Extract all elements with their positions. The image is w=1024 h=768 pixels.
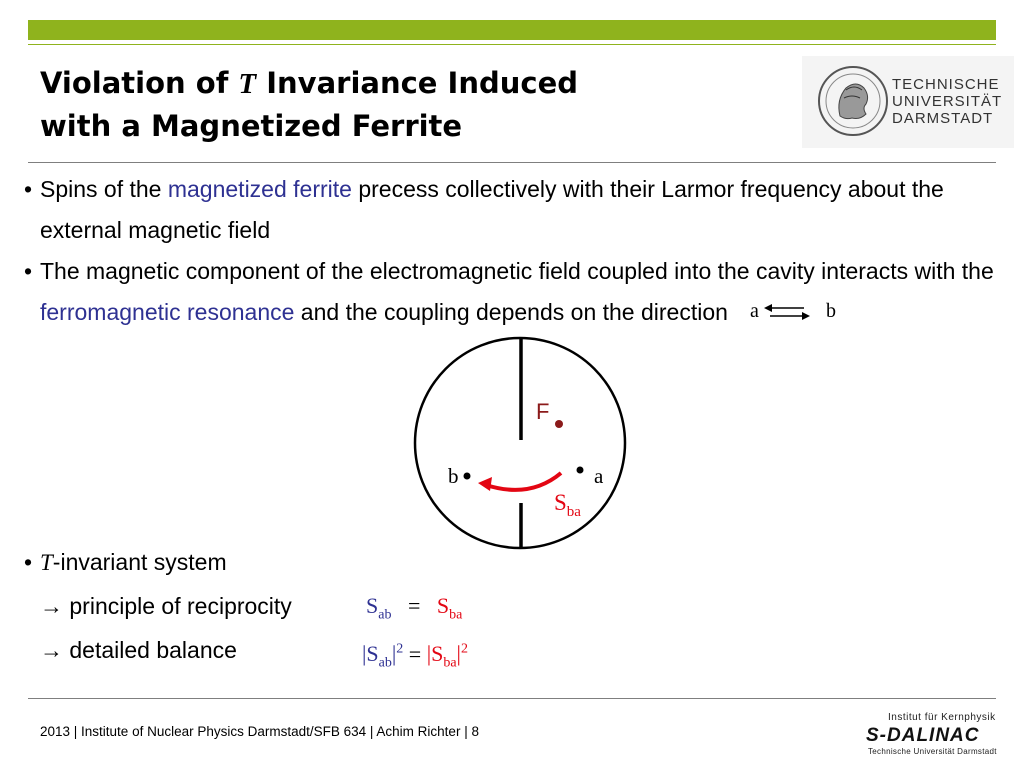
bullet-item: • The magnetic component of the electromagnetic field coupled into the cavity interacts with the ferromagnetic resonance and the coupling depends on the direction a b <box>22 251 1012 335</box>
header-accent-line <box>28 44 996 45</box>
port-a-dot <box>577 467 584 474</box>
reciprocity-equation: $S_{ab}$ = $S_{ba}$ <box>366 593 463 623</box>
arrow-label-b: b <box>826 300 837 322</box>
port-b-dot <box>464 473 471 480</box>
reciprocity-row: → principle of reciprocity $S_{ab}$ = $S_{ba}$ <box>22 584 722 628</box>
header-accent-bar <box>28 20 996 40</box>
ferrite-label: F <box>536 399 550 424</box>
slide-title: Violation of T Invariance Induced with a Magnetized Ferrite <box>40 66 579 143</box>
footer-text: 2013 | Institute of Nuclear Physics Darmstadt/SFB 634 | Achim Richter | 8 <box>40 724 479 739</box>
balance-row: → detailed balance $|S_{ab}|^2 = |S_{ba}|^2$ <box>22 628 722 672</box>
port-b-label: b <box>448 464 459 488</box>
title-t-symbol: T <box>238 68 257 100</box>
balance-equation: $|S_{ab}|^2 = |S_{ba}|^2$ <box>362 641 468 671</box>
t-invariant-bullet: • T-invariant system <box>22 540 722 584</box>
header-divider <box>28 162 996 163</box>
highlight-ferromagnetic-resonance: ferromagnetic resonance <box>40 299 295 325</box>
transmission-arrow <box>486 473 561 490</box>
footer-divider <box>28 698 996 699</box>
ferrite-dot <box>555 420 563 428</box>
arrow-label-a: a <box>750 300 760 322</box>
cavity-diagram <box>410 333 630 553</box>
direction-arrows <box>750 294 840 335</box>
invariance-section <box>22 540 722 672</box>
right-arrow-icon: → <box>40 637 63 663</box>
highlight-magnetized-ferrite: magnetized ferrite <box>167 176 352 202</box>
port-a-label: a <box>594 464 604 488</box>
athena-seal-icon <box>816 64 890 138</box>
bullet-list <box>22 169 1012 335</box>
s-ba-label: $S_{ba}$ <box>554 490 581 520</box>
bullet-item: • Spins of the magnetized ferrite precess collectively with their Larmor frequency about the external magnetic field <box>22 169 1012 251</box>
right-arrow-icon: → <box>40 593 63 619</box>
transmission-arrowhead <box>478 477 492 491</box>
sdalinac-logo: Institut für Kernphysik S-DALINAC Technische Universität Darmstadt <box>866 712 997 756</box>
tu-darmstadt-logo: TECHNISCHE UNIVERSITÄT DARMSTADT <box>802 56 1014 148</box>
